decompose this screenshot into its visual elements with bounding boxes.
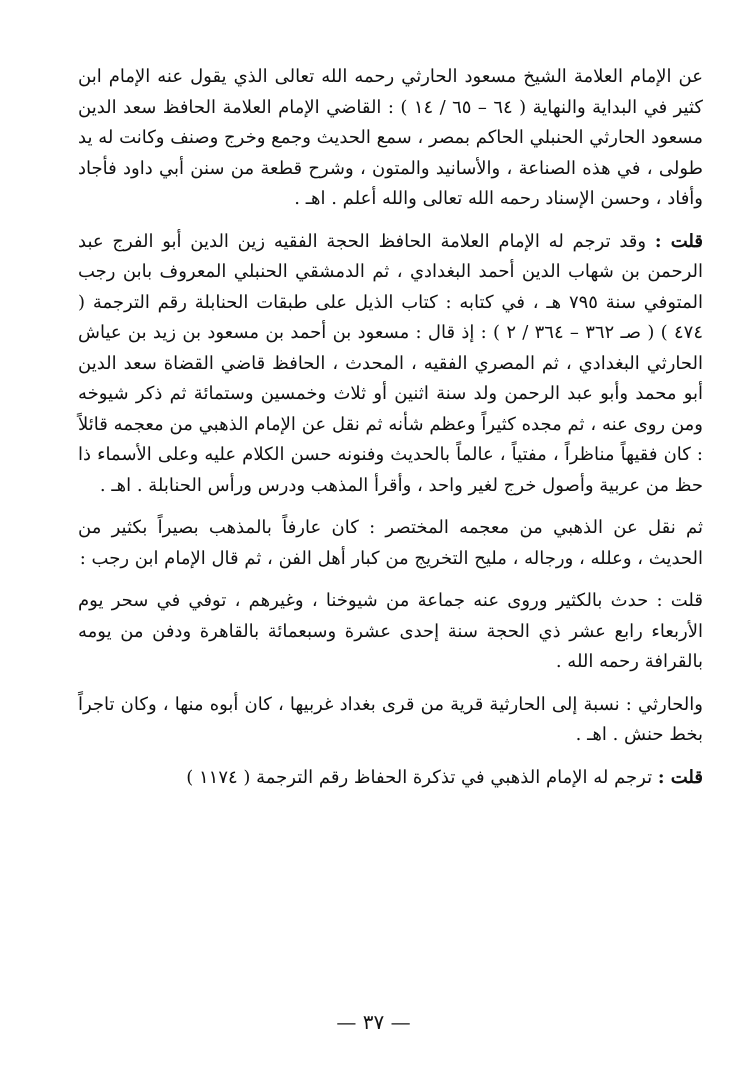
paragraph-4 — [78, 586, 703, 678]
paragraph-text: والحارثي : نسبة إلى الحارثية قرية من قرى بغداد غربيها ، كان أبوه منها ، وكان تاجراً بخط حنش . اهـ . — [78, 693, 703, 745]
paragraph-text: وقد ترجم له الإمام العلامة الحافظ الحجة الفقيه زين الدين أبو الفرج عبد الرحمن بن شهاب الدين أحمد البغدادي ، ثم الدمشقي الحنبلي المعروف بابن رجب المتوفي سنة ٧٩٥ هـ ، في كتابه : كتاب الذيل على طبقات الحنابلة رقم الترجمة ( ٤٧٤ ) ( صـ ٣٦٢ – ٣٦٤ / ٢ ) : إذ قال : مسعود بن أحمد بن مسعود بن زيد بن عياش الحارثي البغدادي ، ثم المصري الفقيه ، المحدث ، الحافظ قاضي القضاة سعد الدين أبو محمد وأبو عبد الرحمن ولد سنة اثنين أو ثلاث وخمسين وستمائة ثم ذكر شيوخه ومن روى عنه ، ثم مجده كثيراً وعظم شأنه ثم نقل عن الإمام الذهبي من معجمه قائلاً : كان فقيهاً مناظراً ، مفتياً ، عالماً بالحديث وفنونه حسن الكلام عليه وعلى الأسماء ذا حظ من عربية وأصول خرج لغير واحد ، وأقرأ المذهب ودرس ورأس الحنابلة . اهـ . — [78, 230, 703, 496]
paragraph-text: ترجم له الإمام الذهبي في تذكرة الحفاظ رقم الترجمة ( ١١٧٤ ) — [186, 766, 658, 788]
paragraph-text: ثم نقل عن الذهبي من معجمه المختصر : كان عارفاً بالمذهب بصيراً بكثير من الحديث ، وعلله ، ورجاله ، مليح التخريج من كبار أهل الفن ، ثم قال الإمام ابن رجب : — [78, 517, 703, 569]
paragraph-3 — [78, 513, 703, 574]
paragraph-5 — [78, 690, 703, 751]
page-body — [78, 62, 703, 805]
paragraph-text: عن الإمام العلامة الشيخ مسعود الحارثي رحمه الله تعالى الذي يقول عنه الإمام ابن كثير في البداية والنهاية ( ٦٤ – ٦٥ / ١٤ ) : القاضي الإمام العلامة الحافظ سعد الدين مسعود الحارثي الحنبلي الحاكم بمصر ، سمع الحديث وجمع وخرج وصنف وكانت له يد طولى ، في هذه الصناعة ، والأسانيد والمتون ، وشرح قطعة من سنن أبي داود فأجاد وأفاد ، وحسن الإسناد رحمه الله تعالى والله أعلم . اهـ . — [78, 66, 703, 209]
paragraph-lead: قلت : — [654, 230, 703, 252]
paragraph-lead: قلت : — [657, 766, 703, 788]
paragraph-2 — [78, 227, 703, 502]
page-number: — ٣٧ — — [336, 1010, 411, 1034]
paragraph-1 — [78, 62, 703, 215]
paragraph-text: قلت : حدث بالكثير وروى عنه جماعة من شيوخنا ، وغيرهم ، توفي في سحر يوم الأربعاء رابع عشر ذي الحجة سنة إحدى عشرة وسبعمائة بالقاهرة ودفن من يومه بالقرافة رحمه الله . — [78, 590, 703, 672]
paragraph-6 — [78, 763, 703, 794]
